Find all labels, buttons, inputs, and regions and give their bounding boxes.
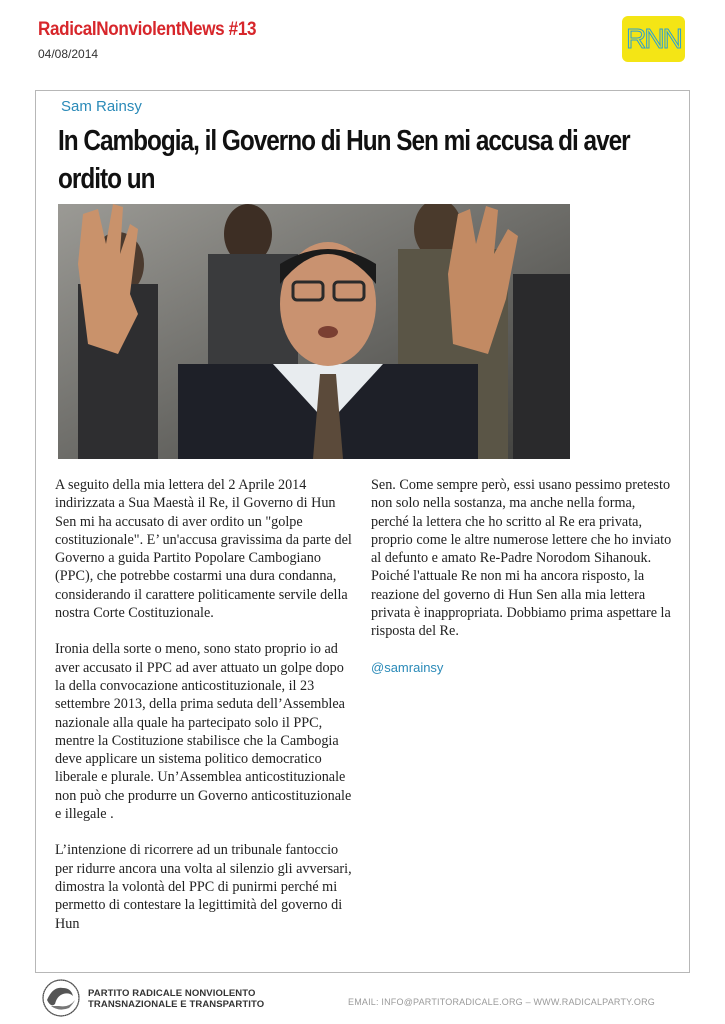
body-paragraph: Ironia della sorte o meno, sono stato proprio io ad aver accusato il PPC ad aver attuato un golpe dopo la della convocazione anticostituzionale, il 23 settembre 2013, della prima seduta dell’Assemblea nazionale alla quale ha partecipato solo il PPC, mentre la Costituzione stabilisce che la Cambogia deve applicare un sistema politico democratico liberale e plurale. Un’Assemblea anticostituzionale non può che produrre un Governo anticostituzionale e illegale . bbox=[55, 641, 352, 823]
masthead bbox=[38, 19, 280, 61]
right-column bbox=[371, 476, 676, 677]
photo-illustration bbox=[58, 204, 570, 459]
party-emblem-icon bbox=[39, 978, 83, 1018]
article-author: Sam Rainsy bbox=[61, 98, 142, 115]
twitter-handle-link[interactable]: @samrainsy bbox=[371, 659, 444, 675]
newsletter-brand: RadicalNonviolentNews #13 bbox=[38, 19, 257, 40]
issue-date: 04/08/2014 bbox=[38, 47, 99, 61]
article-title-line-1: In Cambogia, il Governo di Hun Sen mi accusa di aver ordito un bbox=[58, 125, 630, 195]
organization-name bbox=[88, 988, 264, 1010]
body-paragraph: L’intenzione di ricorrere ad un tribunale fantoccio per ridurre ancora una volta al silenzio gli avversari, dimostra la volontà del PPC di punirmi perché mi permetto di contestare la legittimità del governo di Hun bbox=[55, 842, 352, 932]
rnn-logo-text: RNN bbox=[626, 23, 681, 54]
rnn-logo bbox=[622, 16, 685, 62]
article-photo bbox=[58, 204, 570, 459]
body-paragraph: A seguito della mia lettera del 2 Aprile 2014 indirizzata a Sua Maestà il Re, il Governo di Hun Sen mi ha accusato di aver ordito un "golpe costituzionale". E’ un'accusa gravissima da parte del Governo a guida Partito Popolare Cambogiano (PPC), che potrebbe costarmi una dura condanna, considerando il carattere politicamente servile della nostra Corte Costituzionale. bbox=[55, 477, 352, 622]
left-column bbox=[55, 476, 355, 951]
contact-info: EMAIL: INFO@PARTITORADICALE.ORG – WWW.RADICALPARTY.ORG bbox=[348, 997, 655, 1007]
organization-name-line-2: TRANSNAZIONALE E TRANSPARTITO bbox=[88, 999, 265, 1010]
organization-name-line-1: PARTITO RADICALE NONVIOLENTO bbox=[88, 988, 256, 999]
body-paragraph: Sen. Come sempre però, essi usano pessimo pretesto non solo nella sostanza, ma anche nella forma, perché la lettera che ho scritto al Re era privata, proprio come le altre numerose lettere che ho inviato al defunto e amato Re-Padre Norodom Sihanouk. Poiché l'attuale Re non mi ha ancora risposto, la reazione del governo di Hun Sen alla mia lettera privata è inappropriata. Dobbiamo prima aspettare la risposta del Re. bbox=[371, 477, 672, 640]
